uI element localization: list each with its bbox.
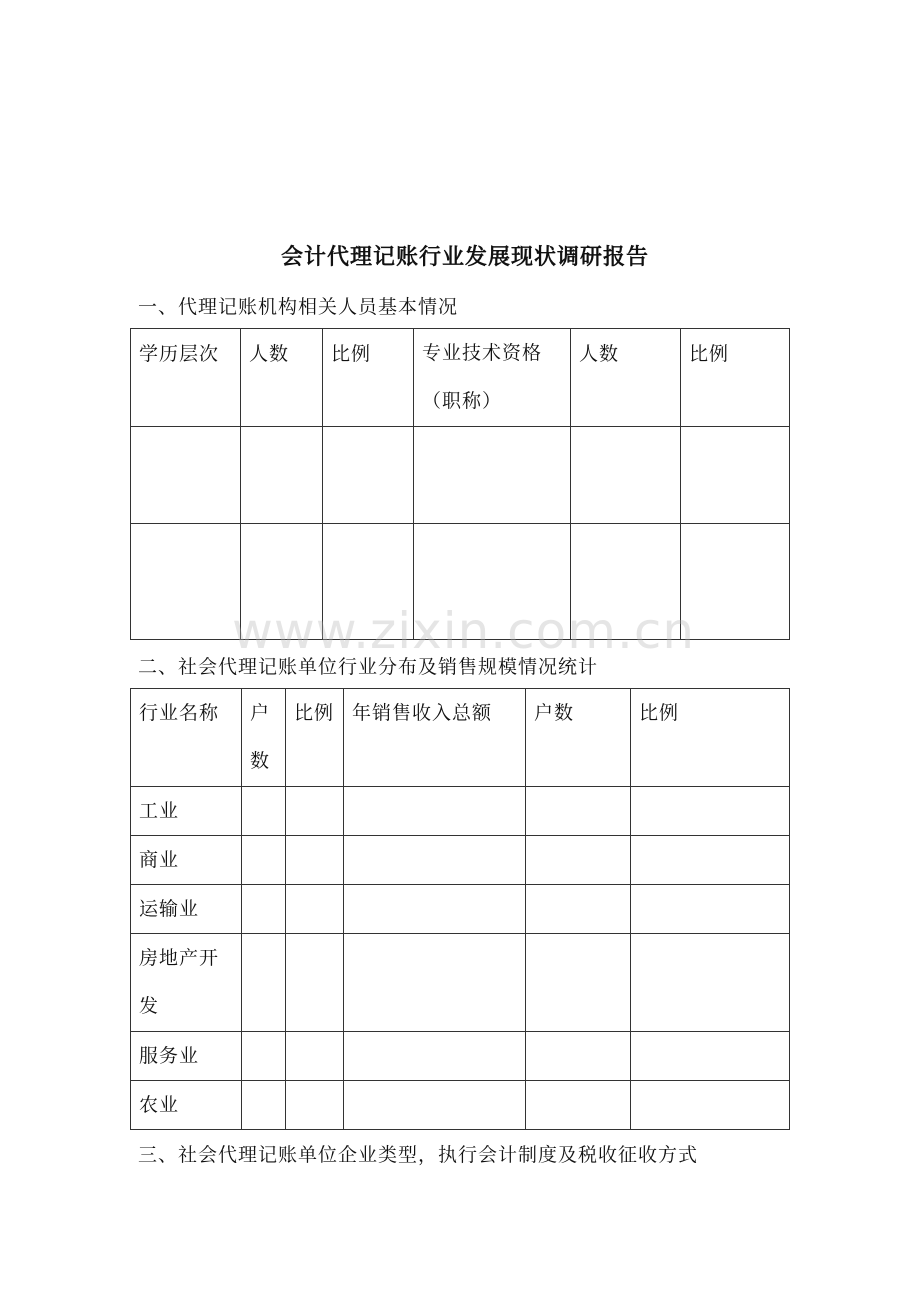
header-cell: 行业名称: [131, 689, 242, 787]
table-row: [131, 787, 790, 836]
empty-cell: [242, 1081, 286, 1130]
empty-cell: [242, 787, 286, 836]
empty-cell: [323, 427, 414, 524]
industry-name-cell: 工业: [131, 787, 242, 836]
empty-cell: [323, 524, 414, 640]
empty-cell: [344, 836, 526, 885]
header-cell: 比例: [631, 689, 790, 787]
empty-cell: [242, 885, 286, 934]
empty-cell: [631, 1032, 790, 1081]
industry-distribution-table: [130, 688, 790, 1130]
empty-cell: [526, 885, 631, 934]
staff-info-table: [130, 328, 790, 640]
empty-cell: [131, 524, 241, 640]
empty-cell: [681, 427, 790, 524]
header-cell: 比例: [286, 689, 344, 787]
empty-cell: [631, 836, 790, 885]
industry-name-cell: 运输业: [131, 885, 242, 934]
document-title: 会计代理记账行业发展现状调研报告: [280, 245, 649, 270]
header-cell: 户数: [526, 689, 631, 787]
empty-cell: [242, 836, 286, 885]
table-row: [131, 885, 790, 934]
empty-cell: [526, 836, 631, 885]
table-row: [131, 836, 790, 885]
section-2-heading: 二、社会代理记账单位行业分布及销售规模情况统计: [138, 656, 599, 678]
empty-cell: [286, 836, 344, 885]
empty-cell: [631, 885, 790, 934]
table-row: [131, 1032, 790, 1081]
header-cell: 比例: [323, 329, 414, 427]
table-row: [131, 934, 790, 1032]
empty-cell: [344, 1032, 526, 1081]
empty-cell: [631, 787, 790, 836]
empty-cell: [344, 787, 526, 836]
table-row: [131, 427, 790, 524]
industry-name-cell: 服务业: [131, 1032, 242, 1081]
empty-cell: [571, 427, 681, 524]
industry-name-cell: 农业: [131, 1081, 242, 1130]
watermark: www.zixin.com.cn: [232, 602, 696, 660]
empty-cell: [414, 427, 571, 524]
empty-cell: [131, 427, 241, 524]
empty-cell: [631, 1081, 790, 1130]
header-cell: 专业技术资格（职称）: [414, 329, 571, 427]
industry-name-cell: 商业: [131, 836, 242, 885]
empty-cell: [286, 787, 344, 836]
header-cell: 比例: [681, 329, 790, 427]
section-3-heading: 三、社会代理记账单位企业类型，执行会计制度及税收征收方式: [138, 1144, 699, 1166]
header-cell: 户数: [242, 689, 286, 787]
empty-cell: [286, 934, 344, 1032]
empty-cell: [286, 1081, 344, 1130]
empty-cell: [344, 1081, 526, 1130]
empty-cell: [241, 524, 323, 640]
empty-cell: [344, 934, 526, 1032]
empty-cell: [286, 1032, 344, 1081]
empty-cell: [526, 1032, 631, 1081]
industry-name-cell: 房地产开发: [131, 934, 242, 1032]
empty-cell: [241, 427, 323, 524]
empty-cell: [242, 934, 286, 1032]
empty-cell: [414, 524, 571, 640]
header-cell: 人数: [571, 329, 681, 427]
empty-cell: [344, 885, 526, 934]
table-row: [131, 1081, 790, 1130]
section-1-heading: 一、代理记账机构相关人员基本情况: [138, 296, 459, 318]
empty-cell: [286, 885, 344, 934]
table-header-row: [131, 329, 790, 427]
empty-cell: [681, 524, 790, 640]
empty-cell: [631, 934, 790, 1032]
table-header-row: [131, 689, 790, 787]
empty-cell: [242, 1032, 286, 1081]
table-row: [131, 524, 790, 640]
header-cell: 学历层次: [131, 329, 241, 427]
empty-cell: [526, 1081, 631, 1130]
header-cell: 年销售收入总额: [344, 689, 526, 787]
header-cell: 人数: [241, 329, 323, 427]
empty-cell: [571, 524, 681, 640]
empty-cell: [526, 934, 631, 1032]
empty-cell: [526, 787, 631, 836]
